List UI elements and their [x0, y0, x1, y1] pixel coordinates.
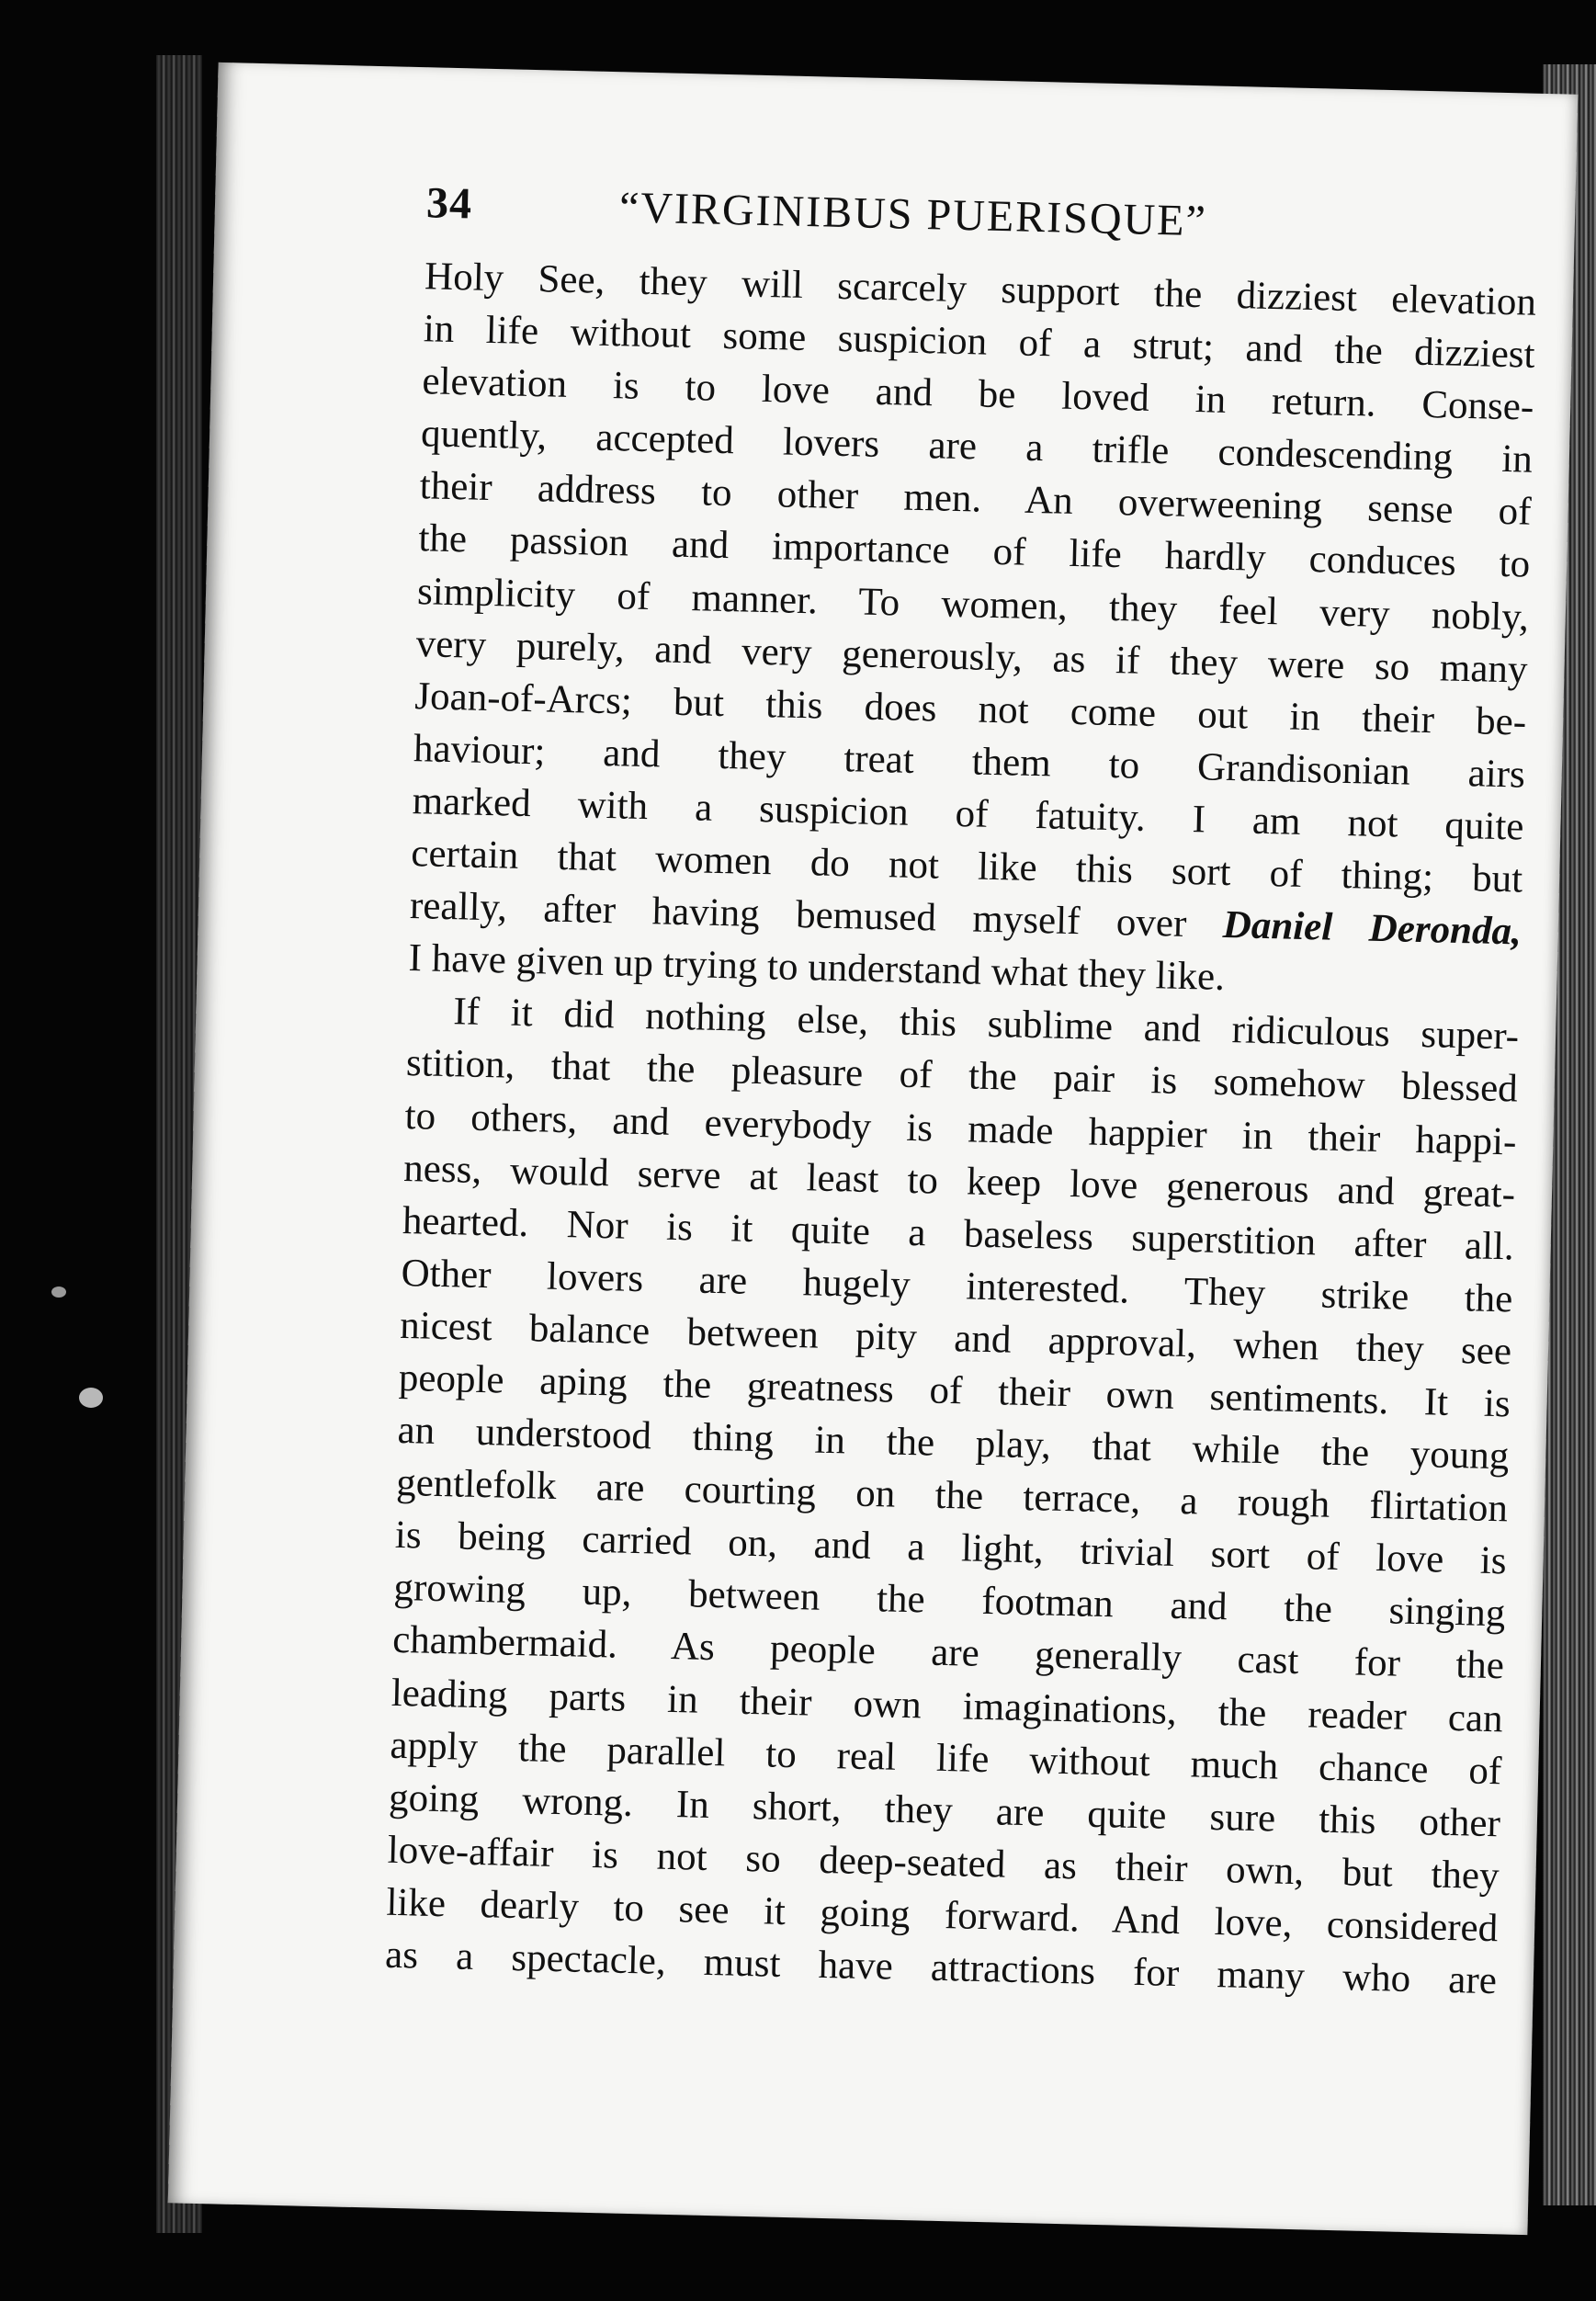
- text-line: growing up, between the footman and the singing: [393, 1566, 1506, 1636]
- text-line-paragraph-start: If it did nothing else, this sublime and ridiculous super-: [452, 990, 1520, 1059]
- page-text: [385, 177, 1539, 2007]
- text-line: people aping the greatness of their own sentiments. It is: [398, 1355, 1511, 1426]
- text-line: stition, that the pleasure of the pair is somehow blessed: [405, 1041, 1519, 1111]
- text-line: leading parts in their own imaginations, the reader can: [391, 1671, 1504, 1740]
- text-line: Other lovers are hugely interested. They strike the: [401, 1251, 1513, 1321]
- text-line: the passion and importance of life hardly conduces to: [417, 516, 1531, 587]
- text-line: Joan-of-Arcs; but this does not come out in their be-: [413, 674, 1527, 744]
- dust-speck: [51, 1287, 66, 1298]
- text-line: like dearly to see it going forward. And love, considered: [385, 1880, 1499, 1951]
- text-line: to others, and everybody is made happier in their happi-: [404, 1094, 1517, 1163]
- text-line: I have given up trying to understand what they like.: [408, 936, 1226, 1000]
- text-line: going wrong. In short, they are quite sure this other: [388, 1775, 1501, 1846]
- text-line: in life without some suspicion of a strut; and the dizziest: [423, 307, 1536, 377]
- page-header: [425, 177, 1538, 254]
- text-line: their address to other men. An overweening sense of: [419, 464, 1533, 535]
- text-line: chambermaid. As people are generally cast for the: [391, 1618, 1505, 1688]
- text-line: an understood thing in the play, that while the young: [397, 1408, 1510, 1479]
- text-line: gentlefolk are courting on the terrace, a rough flirtation: [395, 1461, 1509, 1531]
- page-number: 34: [425, 178, 473, 229]
- text-fragment: really, after having bemused myself over: [409, 884, 1187, 946]
- text-line: certain that women do not like this sort of thing; but: [410, 832, 1523, 901]
- text-line: simplicity of manner. To women, they feel very nobly,: [416, 569, 1530, 640]
- text-line: Holy See, they will scarcely support the dizziest elevation: [424, 255, 1537, 324]
- text-line: haviour; and they treat them to Grandisonian airs: [413, 726, 1526, 797]
- text-line: love-affair is not so deep-seated as their own, but they: [387, 1828, 1500, 1899]
- text-line: is being carried on, and a light, trivial sort of love is: [394, 1513, 1508, 1583]
- text-line: hearted. Nor is it quite a baseless superstition after all.: [402, 1198, 1515, 1269]
- text-line: apply the parallel to real life without much chance of: [390, 1723, 1502, 1793]
- text-line: quently, accepted lovers are a trifle condescending in: [420, 412, 1534, 482]
- text-line: ness, would serve at least to keep love generous and great-: [402, 1146, 1516, 1217]
- text-line: nicest balance between pity and approval, when they see: [399, 1303, 1512, 1374]
- book-page: [168, 62, 1578, 2235]
- text-line: as a spectacle, must have attractions for many who are: [384, 1933, 1498, 2003]
- text-line: very purely, and very generously, as if they were so many: [415, 621, 1529, 692]
- running-title: “VIRGINIBUS PUERISQUE”: [618, 183, 1208, 246]
- text-line: elevation is to love and be loved in return. Conse-: [421, 359, 1534, 429]
- dust-speck: [79, 1388, 103, 1408]
- text-line: marked with a suspicion of fatuity. I am not quite: [412, 779, 1524, 849]
- book-title-italic: Daniel Deronda,: [1222, 903, 1522, 954]
